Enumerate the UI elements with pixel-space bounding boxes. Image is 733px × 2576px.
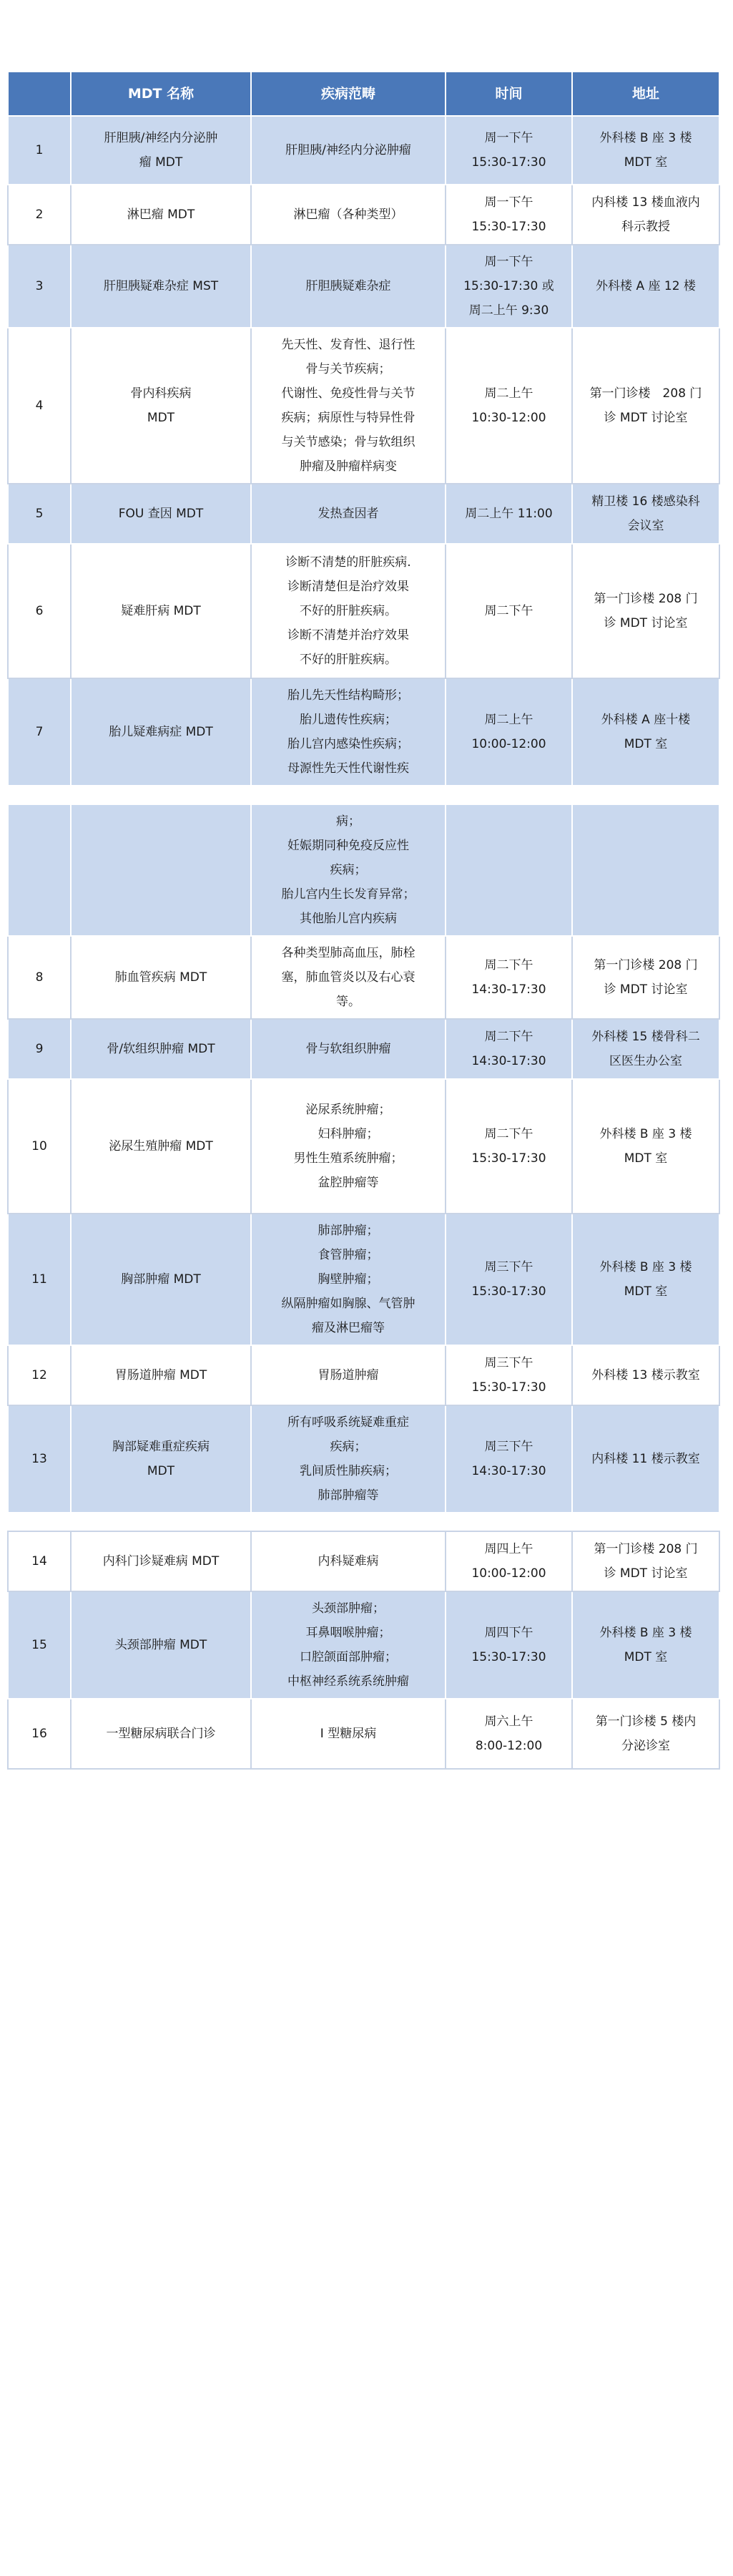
time-cell-line: 15:30-17:30 bbox=[471, 155, 546, 170]
table-row bbox=[8, 1591, 719, 1699]
row-index: 13 bbox=[8, 1405, 71, 1513]
address-cell-line: 科示教授 bbox=[621, 220, 670, 234]
disease-scope-cell-line: 胎儿宫内生长发育异常； bbox=[281, 887, 415, 902]
address-cell bbox=[572, 245, 719, 328]
time-cell-line: 周二下午 bbox=[484, 1030, 533, 1044]
mdt-name-cell bbox=[71, 116, 251, 185]
disease-scope-cell-line: 耳鼻咽喉肿瘤； bbox=[305, 1626, 391, 1640]
time-cell-line: 周三下午 bbox=[484, 1260, 533, 1274]
mdt-name-cell-line: 骨/软组织肿瘤 MDT bbox=[107, 1042, 215, 1056]
time-cell bbox=[446, 1405, 572, 1513]
disease-scope-cell-line: 肝胆胰疑难杂症 bbox=[305, 279, 391, 293]
row-index: 4 bbox=[8, 328, 71, 484]
mdt-name-cell-line: MDT bbox=[147, 1464, 175, 1478]
time-cell bbox=[446, 936, 572, 1019]
disease-scope-cell-line: 男性生殖系统肿瘤； bbox=[293, 1151, 403, 1166]
table-row bbox=[8, 116, 719, 185]
disease-scope-cell-line: 淋巴瘤（各种类型） bbox=[293, 208, 403, 222]
time-cell-line: 8:00-12:00 bbox=[475, 1739, 543, 1753]
address-cell-line: 外科楼 B 座 3 楼 bbox=[599, 131, 692, 145]
time-cell-line: 14:30-17:30 bbox=[471, 1054, 546, 1068]
row-index: 7 bbox=[8, 678, 71, 786]
disease-scope-cell-line: 泌尿系统肿瘤； bbox=[305, 1103, 391, 1117]
table-row bbox=[8, 1214, 719, 1345]
mdt-name-cell bbox=[71, 544, 251, 678]
address-cell bbox=[572, 936, 719, 1019]
disease-scope-cell-line: 不好的肝脏疾病。 bbox=[300, 653, 397, 667]
disease-scope-cell bbox=[251, 1699, 446, 1769]
table-row bbox=[8, 1079, 719, 1214]
time-cell-line: 14:30-17:30 bbox=[471, 982, 546, 997]
disease-scope-cell bbox=[251, 1019, 446, 1079]
address-cell-line: 外科楼 B 座 3 楼 bbox=[599, 1260, 692, 1274]
time-cell-line: 10:00-12:00 bbox=[471, 1566, 546, 1581]
address-cell bbox=[572, 1405, 719, 1513]
disease-scope-cell-line: 母源性先天性代谢性疾 bbox=[287, 761, 409, 776]
address-cell bbox=[572, 1214, 719, 1345]
mdt-name-cell bbox=[71, 678, 251, 786]
row-index: 1 bbox=[8, 116, 71, 185]
table-row bbox=[8, 185, 719, 245]
time-cell-line: 周四上午 bbox=[484, 1542, 533, 1556]
disease-scope-cell-line: 不好的肝脏疾病。 bbox=[300, 604, 397, 618]
address-cell bbox=[572, 1591, 719, 1699]
mdt-name-cell-line: MDT bbox=[147, 411, 175, 425]
mdt-name-cell bbox=[71, 1214, 251, 1345]
address-cell bbox=[572, 185, 719, 245]
address-cell bbox=[572, 1699, 719, 1769]
row-index: 9 bbox=[8, 1019, 71, 1079]
address-cell-line: MDT 室 bbox=[624, 737, 668, 751]
mdt-name-cell bbox=[71, 1699, 251, 1769]
table-body-part-3 bbox=[8, 1531, 719, 1769]
table-row bbox=[8, 936, 719, 1019]
address-cell bbox=[572, 1079, 719, 1214]
mdt-name-cell-line: 内科门诊疑难病 MDT bbox=[102, 1554, 220, 1568]
disease-scope-cell-line: 中枢神经系统系统肿瘤 bbox=[287, 1674, 409, 1689]
mdt-name-cell-line: 胎儿疑难病症 MDT bbox=[109, 725, 213, 739]
address-cell-line: 内科楼 13 楼血液内 bbox=[591, 195, 700, 210]
mdt-name-cell-line: FOU 查因 MDT bbox=[118, 507, 204, 521]
disease-scope-cell bbox=[251, 484, 446, 544]
mdt-name-cell bbox=[71, 328, 251, 484]
disease-scope-cell bbox=[251, 116, 446, 185]
time-cell-line: 周二上午 bbox=[484, 713, 533, 727]
time-cell-line: 15:30-17:30 bbox=[471, 1151, 546, 1166]
time-cell-line: 14:30-17:30 bbox=[471, 1464, 546, 1478]
address-cell-line: 外科楼 B 座 3 楼 bbox=[599, 1127, 692, 1141]
address-cell-line: 外科楼 13 楼示教室 bbox=[591, 1368, 700, 1382]
time-cell-line: 周一下午 bbox=[484, 195, 533, 210]
table-row bbox=[8, 678, 719, 786]
table-row-continuation bbox=[8, 804, 719, 936]
address-cell-line: 精卫楼 16 楼感染科 bbox=[591, 494, 700, 509]
mdt-table-continued bbox=[7, 804, 720, 1513]
disease-scope-cell-line: 胎儿先天性结构畸形； bbox=[287, 688, 409, 703]
mdt-name-cell-line: 头颈部肿瘤 MDT bbox=[114, 1638, 207, 1652]
time-cell bbox=[446, 245, 572, 328]
disease-scope-cell-line: 骨与软组织肿瘤 bbox=[305, 1042, 391, 1056]
row-index: 12 bbox=[8, 1345, 71, 1405]
mdt-name-cell-line: 胸部肿瘤 MDT bbox=[121, 1272, 201, 1287]
disease-scope-cell-line: 内科疑难病 bbox=[318, 1554, 379, 1568]
disease-scope-cell bbox=[251, 804, 446, 936]
address-cell-line: MDT 室 bbox=[624, 1151, 668, 1166]
row-index: 16 bbox=[8, 1699, 71, 1769]
table-row bbox=[8, 1019, 719, 1079]
address-cell-line: 外科楼 15 楼骨科二 bbox=[591, 1030, 700, 1044]
mdt-name-cell bbox=[71, 1591, 251, 1699]
disease-scope-cell-line: 塞，肺血管炎以及右心衰 bbox=[281, 970, 415, 985]
disease-scope-cell-line: 盆腔肿瘤等 bbox=[318, 1176, 379, 1190]
time-cell bbox=[446, 1079, 572, 1214]
time-cell bbox=[446, 544, 572, 678]
disease-scope-cell-line: 与关节感染；骨与软组织 bbox=[281, 435, 415, 449]
header-scope: 疾病范畴 bbox=[251, 72, 446, 116]
time-cell bbox=[446, 116, 572, 185]
row-index: 10 bbox=[8, 1079, 71, 1214]
address-cell-line: 分泌诊室 bbox=[621, 1739, 670, 1753]
table-row bbox=[8, 544, 719, 678]
time-cell-line: 周二下午 bbox=[484, 604, 533, 618]
mdt-table-continued-2 bbox=[7, 1531, 720, 1770]
mdt-name-cell-line: 肺血管疾病 MDT bbox=[114, 970, 207, 985]
address-cell-line: 会议室 bbox=[627, 519, 664, 533]
disease-scope-cell-line: 病； bbox=[336, 814, 360, 829]
disease-scope-cell-line: 诊断不清楚并治疗效果 bbox=[287, 628, 409, 643]
disease-scope-cell-line: 骨与关节疾病； bbox=[305, 362, 391, 376]
address-cell bbox=[572, 1531, 719, 1591]
time-cell bbox=[446, 1345, 572, 1405]
time-cell-line: 周三下午 bbox=[484, 1356, 533, 1370]
mdt-name-cell-line: 疑难肝病 MDT bbox=[121, 604, 201, 618]
disease-scope-cell-line: 妊娠期同种免疫反应性 bbox=[287, 839, 409, 853]
mdt-name-cell-line: 泌尿生殖肿瘤 MDT bbox=[109, 1139, 213, 1153]
address-cell-line: 第一门诊楼 208 门 bbox=[594, 1542, 698, 1556]
row-index: 5 bbox=[8, 484, 71, 544]
disease-scope-cell-line: 胎儿遗传性疾病； bbox=[300, 713, 397, 727]
time-cell-line: 10:00-12:00 bbox=[471, 737, 546, 751]
page-break-gap bbox=[7, 786, 719, 804]
mdt-name-cell bbox=[71, 1531, 251, 1591]
address-cell-line: MDT 室 bbox=[624, 1284, 668, 1299]
table-row bbox=[8, 1345, 719, 1405]
page-break-gap bbox=[7, 1513, 719, 1531]
header-index bbox=[8, 72, 71, 116]
disease-scope-cell-line: 所有呼吸系统疑难重症 bbox=[287, 1415, 409, 1430]
header-name: MDT 名称 bbox=[71, 72, 251, 116]
mdt-name-cell-line: 一型糖尿病联合门诊 bbox=[106, 1727, 216, 1741]
disease-scope-cell bbox=[251, 245, 446, 328]
mdt-name-cell-line: 肝胆胰/神经内分泌肿 bbox=[104, 131, 218, 145]
address-cell-line: 第一门诊楼 5 楼内 bbox=[595, 1714, 697, 1729]
mdt-name-cell bbox=[71, 936, 251, 1019]
address-cell bbox=[572, 328, 719, 484]
row-index: 6 bbox=[8, 544, 71, 678]
mdt-name-cell bbox=[71, 484, 251, 544]
header-address: 地址 bbox=[572, 72, 719, 116]
mdt-table bbox=[7, 71, 720, 786]
mdt-name-cell bbox=[71, 245, 251, 328]
table-body-part-2 bbox=[8, 804, 719, 1513]
disease-scope-cell-line: 肺部肿瘤等 bbox=[318, 1488, 379, 1503]
disease-scope-cell bbox=[251, 1345, 446, 1405]
time-cell-line: 周二上午 bbox=[484, 386, 533, 401]
address-cell-line: 诊 MDT 讨论室 bbox=[604, 411, 688, 425]
address-cell bbox=[572, 484, 719, 544]
time-cell bbox=[446, 1591, 572, 1699]
empty-cell bbox=[446, 804, 572, 936]
disease-scope-cell bbox=[251, 1591, 446, 1699]
disease-scope-cell-line: 瘤及淋巴瘤等 bbox=[312, 1321, 385, 1335]
address-cell-line: MDT 室 bbox=[624, 1650, 668, 1664]
mdt-name-cell bbox=[71, 1405, 251, 1513]
time-cell-line: 周二下午 bbox=[484, 958, 533, 972]
mdt-name-cell-line: 瘤 MDT bbox=[139, 155, 183, 170]
address-cell bbox=[572, 678, 719, 786]
disease-scope-cell-line: 纵隔肿瘤如胸腺、气管肿 bbox=[281, 1297, 415, 1311]
address-cell-line: 区医生办公室 bbox=[609, 1054, 682, 1068]
disease-scope-cell-line: 疾病；病原性与特异性骨 bbox=[281, 411, 415, 425]
time-cell-line: 周一下午 bbox=[484, 131, 533, 145]
disease-scope-cell-line: 诊断清楚但是治疗效果 bbox=[287, 580, 409, 594]
address-cell-line: 内科楼 11 楼示教室 bbox=[591, 1452, 700, 1466]
address-cell bbox=[572, 1019, 719, 1079]
mdt-name-cell-line: 淋巴瘤 MDT bbox=[127, 208, 195, 222]
time-cell bbox=[446, 484, 572, 544]
empty-cell bbox=[8, 804, 71, 936]
time-cell-line: 周二上午 9:30 bbox=[468, 303, 549, 318]
table-row bbox=[8, 245, 719, 328]
disease-scope-cell-line: 肝胆胰/神经内分泌肿瘤 bbox=[285, 143, 411, 157]
table-body-part-1 bbox=[8, 116, 719, 786]
mdt-name-cell bbox=[71, 1019, 251, 1079]
time-cell bbox=[446, 1531, 572, 1591]
empty-cell bbox=[572, 804, 719, 936]
row-index: 8 bbox=[8, 936, 71, 1019]
disease-scope-cell-line: 肺部肿瘤； bbox=[318, 1224, 379, 1238]
disease-scope-cell-line: 胎儿宫内感染性疾病； bbox=[287, 737, 409, 751]
mdt-name-cell bbox=[71, 185, 251, 245]
disease-scope-cell bbox=[251, 1079, 446, 1214]
row-index: 15 bbox=[8, 1591, 71, 1699]
row-index: 2 bbox=[8, 185, 71, 245]
time-cell bbox=[446, 1214, 572, 1345]
time-cell-line: 15:30-17:30 bbox=[471, 1284, 546, 1299]
disease-scope-cell-line: 各种类型肺高血压，肺栓 bbox=[281, 946, 415, 960]
time-cell bbox=[446, 678, 572, 786]
disease-scope-cell bbox=[251, 1214, 446, 1345]
time-cell-line: 周一下午 bbox=[484, 255, 533, 269]
table-row bbox=[8, 328, 719, 484]
mdt-name-cell-line: 胃肠道肿瘤 MDT bbox=[114, 1368, 207, 1382]
disease-scope-cell bbox=[251, 185, 446, 245]
table-row bbox=[8, 484, 719, 544]
table-header-row bbox=[8, 72, 719, 116]
table-row bbox=[8, 1405, 719, 1513]
disease-scope-cell-line: 乳间质性肺疾病； bbox=[300, 1464, 397, 1478]
address-cell-line: 外科楼 A 座 12 楼 bbox=[596, 279, 696, 293]
disease-scope-cell-line: 其他胎儿宫内疾病 bbox=[300, 912, 397, 926]
address-cell bbox=[572, 116, 719, 185]
disease-scope-cell-line: 头颈部肿瘤； bbox=[312, 1601, 385, 1616]
disease-scope-cell-line: I 型糖尿病 bbox=[320, 1727, 377, 1741]
header-time: 时间 bbox=[446, 72, 572, 116]
disease-scope-cell-line: 胃肠道肿瘤 bbox=[318, 1368, 379, 1382]
mdt-name-cell bbox=[71, 1079, 251, 1214]
address-cell-line: 外科楼 B 座 3 楼 bbox=[599, 1626, 692, 1640]
time-cell-line: 周四下午 bbox=[484, 1626, 533, 1640]
disease-scope-cell bbox=[251, 1405, 446, 1513]
mdt-name-cell-line: 胸部疑难重症疾病 bbox=[112, 1440, 210, 1454]
time-cell-line: 15:30-17:30 bbox=[471, 1650, 546, 1664]
disease-scope-cell-line: 肿瘤及肿瘤样病变 bbox=[300, 459, 397, 474]
disease-scope-cell bbox=[251, 936, 446, 1019]
disease-scope-cell-line: 胸壁肿瘤； bbox=[318, 1272, 379, 1287]
disease-scope-cell-line: 发热查因者 bbox=[318, 507, 379, 521]
mdt-name-cell-line: 骨内科疾病 bbox=[130, 386, 192, 401]
mdt-name-cell-line: 肝胆胰疑难杂症 MST bbox=[103, 279, 219, 293]
address-cell-line: MDT 室 bbox=[624, 155, 668, 170]
table-row bbox=[8, 1699, 719, 1769]
disease-scope-cell-line: 先天性、发育性、退行性 bbox=[281, 338, 415, 352]
row-index: 14 bbox=[8, 1531, 71, 1591]
disease-scope-cell-line: 代谢性、免疫性骨与关节 bbox=[281, 386, 415, 401]
disease-scope-cell bbox=[251, 544, 446, 678]
address-cell-line: 第一门诊楼 208 门 bbox=[594, 592, 698, 606]
time-cell-line: 15:30-17:30 bbox=[471, 220, 546, 234]
time-cell-line: 10:30-12:00 bbox=[471, 411, 546, 425]
disease-scope-cell-line: 疾病； bbox=[330, 1440, 367, 1454]
disease-scope-cell-line: 疾病； bbox=[330, 863, 367, 877]
address-cell-line: 诊 MDT 讨论室 bbox=[604, 616, 688, 630]
disease-scope-cell-line: 妇科肿瘤； bbox=[318, 1127, 379, 1141]
empty-cell bbox=[71, 804, 251, 936]
row-index: 3 bbox=[8, 245, 71, 328]
disease-scope-cell bbox=[251, 328, 446, 484]
address-cell bbox=[572, 1345, 719, 1405]
disease-scope-cell-line: 口腔颌面部肿瘤； bbox=[300, 1650, 397, 1664]
row-index: 11 bbox=[8, 1214, 71, 1345]
disease-scope-cell-line: 等。 bbox=[336, 995, 360, 1009]
address-cell-line: 第一门诊楼 208 门 bbox=[589, 386, 702, 401]
time-cell bbox=[446, 1019, 572, 1079]
time-cell-line: 周六上午 bbox=[484, 1714, 533, 1729]
table-row bbox=[8, 1531, 719, 1591]
address-cell-line: 诊 MDT 讨论室 bbox=[604, 982, 688, 997]
address-cell bbox=[572, 544, 719, 678]
mdt-name-cell bbox=[71, 1345, 251, 1405]
disease-scope-cell bbox=[251, 678, 446, 786]
disease-scope-cell-line: 诊断不清楚的肝脏疾病. bbox=[285, 555, 411, 570]
disease-scope-cell bbox=[251, 1531, 446, 1591]
address-cell-line: 诊 MDT 讨论室 bbox=[604, 1566, 688, 1581]
mdt-schedule bbox=[7, 71, 719, 1770]
address-cell-line: 外科楼 A 座十楼 bbox=[601, 713, 691, 727]
time-cell-line: 周二上午 11:00 bbox=[465, 507, 553, 521]
disease-scope-cell-line: 食管肿瘤； bbox=[318, 1248, 379, 1262]
time-cell-line: 周二下午 bbox=[484, 1127, 533, 1141]
time-cell bbox=[446, 185, 572, 245]
time-cell-line: 15:30-17:30 bbox=[471, 1380, 546, 1395]
address-cell-line: 第一门诊楼 208 门 bbox=[594, 958, 698, 972]
time-cell bbox=[446, 1699, 572, 1769]
time-cell-line: 周三下午 bbox=[484, 1440, 533, 1454]
time-cell-line: 15:30-17:30 或 bbox=[463, 279, 554, 293]
time-cell bbox=[446, 328, 572, 484]
